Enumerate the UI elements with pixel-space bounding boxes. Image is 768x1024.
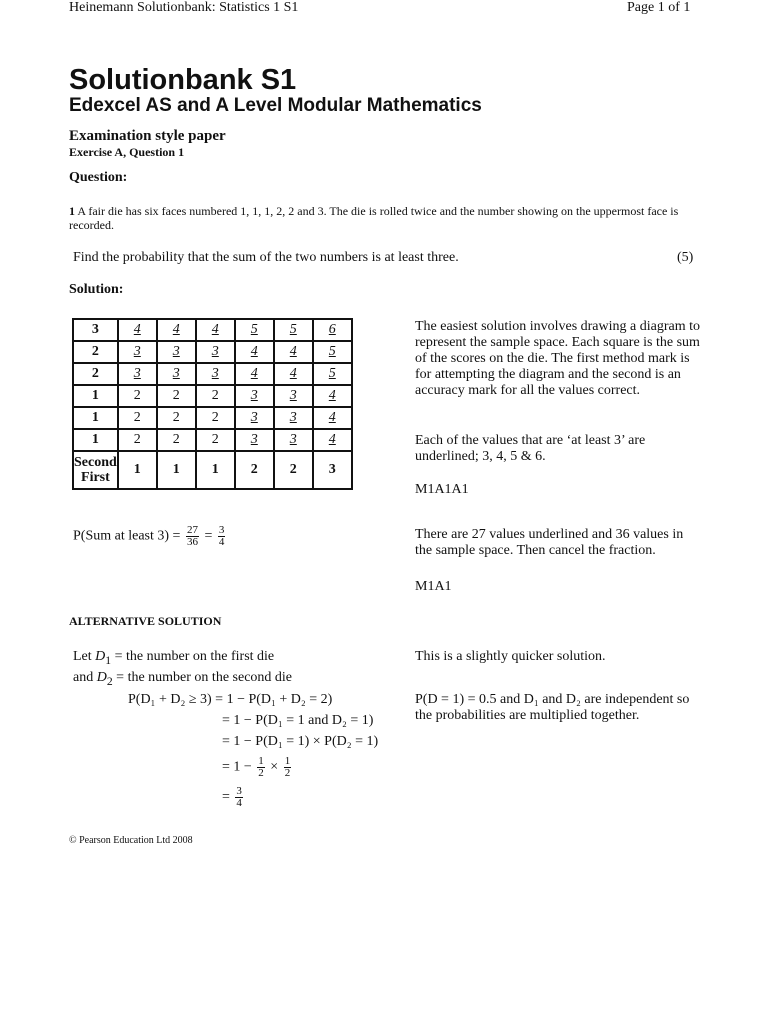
sum-cell: 5 — [313, 341, 352, 363]
sum-cell: 2 — [118, 385, 157, 407]
marks-label-2: M1A1 — [415, 579, 452, 594]
first-die-value: 2 — [235, 451, 274, 489]
marks-label-1: M1A1A1 — [415, 482, 469, 497]
second-die-value: 2 — [73, 363, 118, 385]
sum-cell: 3 — [196, 341, 235, 363]
alt-note-1: This is a slightly quicker solution. — [415, 649, 606, 664]
sum-cell: 5 — [235, 319, 274, 341]
sum-cell: 2 — [196, 385, 235, 407]
table-row — [73, 319, 352, 341]
table-row — [73, 385, 352, 407]
first-die-value: 2 — [274, 451, 313, 489]
sum-cell: 4 — [118, 319, 157, 341]
alt-step-2: = 1 − P(D₁ = 1 and D₂ = 1) — [222, 713, 374, 728]
sum-cell: 3 — [118, 363, 157, 385]
exam-label: Examination style paper — [69, 128, 226, 144]
definition-d2: and $D_2$ = the number on the second die — [73, 670, 293, 688]
sum-cell: 2 — [118, 407, 157, 429]
second-die-value: 1 — [73, 385, 118, 407]
sum-cell: 3 — [274, 429, 313, 451]
sum-cell: 3 — [274, 385, 313, 407]
sum-cell: 4 — [313, 407, 352, 429]
alternative-heading: ALTERNATIVE SOLUTION — [69, 614, 222, 628]
table-row — [73, 363, 352, 385]
alt-step-1: P(D₁ + D₂ ≥ 3) = 1 − P(D₁ + D₂ = 2) — [128, 692, 333, 707]
table-row — [73, 407, 352, 429]
sum-cell: 4 — [235, 341, 274, 363]
sum-cell: 3 — [274, 407, 313, 429]
second-die-value: 2 — [73, 341, 118, 363]
second-die-value: 1 — [73, 407, 118, 429]
alt-step-4: = 1 − $\frac{1}{2}$ × $\frac{1}{2}$ — [222, 755, 291, 779]
sum-cell: 6 — [313, 319, 352, 341]
question-task: Find the probability that the sum of the two numbers is at least three. — [73, 250, 459, 265]
fraction-3-4: $\frac{3}{4}$ — [218, 524, 225, 548]
first-die-value: 1 — [157, 451, 196, 489]
axis-corner-label: Second First — [73, 451, 118, 489]
sum-cell: 2 — [196, 429, 235, 451]
first-die-value: 1 — [196, 451, 235, 489]
sum-cell: 4 — [157, 319, 196, 341]
solution-label: Solution: — [69, 282, 124, 297]
probability-result: P(Sum at least 3) = $\frac{27}{36}$ = $\frac{3}{4}$ — [73, 524, 225, 548]
sum-cell: 2 — [196, 407, 235, 429]
table-row — [73, 341, 352, 363]
first-die-value: 1 — [118, 451, 157, 489]
exercise-label: Exercise A, Question 1 — [69, 145, 185, 159]
page-title: Solutionbank S1 — [69, 64, 297, 96]
first-die-value: 3 — [313, 451, 352, 489]
explanation-paragraph-2: Each of the values that are ‘at least 3’ are underlined; 3, 4, 5 & 6. — [415, 433, 646, 464]
sum-cell: 4 — [313, 385, 352, 407]
footer-copyright: © Pearson Education Ltd 2008 — [69, 835, 193, 846]
table-row — [73, 429, 352, 451]
page-subtitle: Edexcel AS and A Level Modular Mathematics — [69, 95, 482, 116]
question-label: Question: — [69, 170, 128, 185]
first-die-row — [73, 451, 352, 489]
sum-cell: 3 — [118, 341, 157, 363]
sum-cell: 3 — [157, 363, 196, 385]
header-left: Heinemann Solutionbank: Statistics 1 S1 — [69, 0, 299, 15]
sum-cell: 3 — [196, 363, 235, 385]
sum-cell: 2 — [157, 429, 196, 451]
alt-step-3: = 1 − P(D₁ = 1) × P(D₂ = 1) — [222, 734, 379, 749]
sum-cell: 4 — [235, 363, 274, 385]
explanation-paragraph-1: The easiest solution involves drawing a diagram to represent the sample space. Each square is the sum of the scores on the die. The first method mark is for attempting the diagram and the second is an accuracy mark for all the values correct. — [415, 319, 700, 398]
sum-cell: 5 — [313, 363, 352, 385]
sum-cell: 2 — [157, 385, 196, 407]
sum-cell: 3 — [157, 341, 196, 363]
sum-cell: 4 — [313, 429, 352, 451]
question-text: 1 A fair die has six faces numbered 1, 1, 1, 2, 2 and 3. The die is rolled twice and the number showing on the uppermost face is recorded. — [69, 204, 679, 232]
alt-step-5: = $\frac{3}{4}$ — [222, 785, 242, 809]
header-page-number: Page 1 of 1 — [627, 0, 691, 15]
sum-cell: 2 — [118, 429, 157, 451]
sum-cell: 5 — [274, 319, 313, 341]
sum-cell: 3 — [235, 407, 274, 429]
sum-cell: 2 — [157, 407, 196, 429]
fraction-27-36: $\frac{27}{36}$ — [186, 524, 198, 548]
second-die-value: 1 — [73, 429, 118, 451]
second-die-value: 3 — [73, 319, 118, 341]
sum-cell: 4 — [196, 319, 235, 341]
sample-space-table — [72, 318, 353, 490]
sum-cell: 3 — [235, 385, 274, 407]
explanation-paragraph-3: There are 27 values underlined and 36 values in the sample space. Then cancel the fraction. — [415, 527, 684, 558]
sum-cell: 3 — [235, 429, 274, 451]
definition-d1: Let $D_1$ = the number on the first die — [73, 649, 275, 667]
alt-note-2: P(D = 1) = 0.5 and D₁ and D₂ are independent so the probabilities are multiplied together. — [415, 692, 690, 723]
sum-cell: 4 — [274, 363, 313, 385]
sum-cell: 4 — [274, 341, 313, 363]
question-marks: (5) — [677, 250, 694, 265]
